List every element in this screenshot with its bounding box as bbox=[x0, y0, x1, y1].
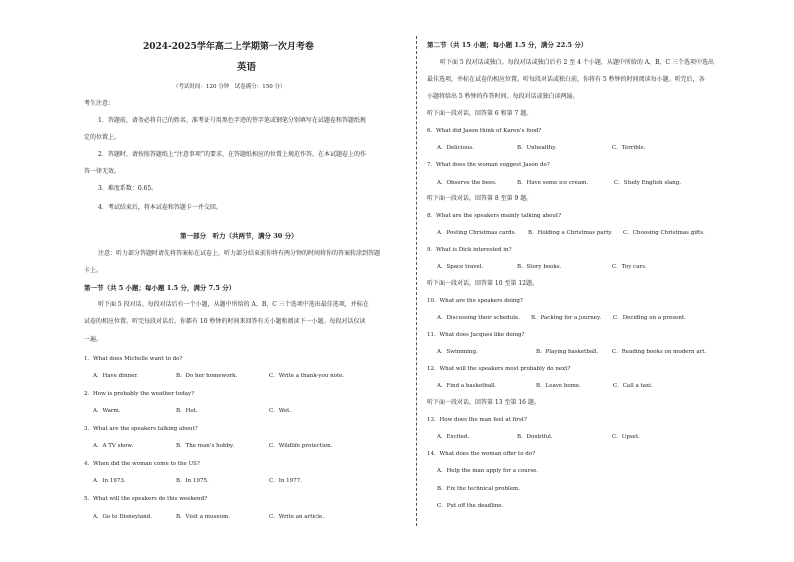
option-a[interactable]: A．Posting Christmas cards. bbox=[437, 230, 517, 236]
option-c[interactable]: C．Wet. bbox=[269, 408, 292, 414]
question: 13．How does the man feel at first? bbox=[427, 417, 527, 423]
option-a[interactable]: A．In 1973. bbox=[93, 478, 126, 484]
option-b[interactable]: B．Fix the technical problem. bbox=[437, 486, 520, 492]
option-c[interactable]: C．Upset. bbox=[612, 434, 640, 440]
notice-item: 定的位置上。 bbox=[84, 134, 121, 141]
question: 3．What are the speakers talking about? bbox=[84, 426, 198, 432]
question: 4．When did the woman come to the US? bbox=[84, 461, 200, 467]
option-c[interactable]: C．Choosing Christmas gifts. bbox=[623, 230, 705, 236]
section2-intro: 小题将给出 5 秒钟的作答时间。每段对话或独白读两遍。 bbox=[427, 93, 579, 100]
group-label: 听下面一段对话，回答第 6 和第 7 题。 bbox=[427, 110, 533, 117]
option-a[interactable]: A．Warm. bbox=[93, 408, 121, 414]
section1-intro: 一遍。 bbox=[84, 336, 103, 343]
part1-note: 注意：听力部分答题时请先将答案标在试卷上，听力部分结束前你将有两分钟的时间将你的答案转涂到答题 bbox=[98, 250, 381, 257]
option-c[interactable]: C．Put off the deadline. bbox=[437, 503, 504, 509]
option-b[interactable]: B．In 1975. bbox=[176, 478, 209, 484]
section2-intro: 最佳选项，并标在试卷的相应位置。听每段对话或独白前，你将有 5 秒钟的时间阅读每小题。听完后，各 bbox=[427, 76, 705, 83]
option-c[interactable]: C．Reading books on modern art. bbox=[612, 349, 707, 355]
option-b[interactable]: B．Do her homework. bbox=[176, 373, 238, 379]
option-c[interactable]: C．Write an article. bbox=[269, 514, 325, 520]
option-a[interactable]: A．Discussing their schedule. bbox=[437, 315, 520, 321]
notice-item: 2．答题时，请按照答题纸上“注意事项”的要求，在答题纸相应的位置上规范作答，在本试题卷上的作 bbox=[98, 151, 366, 158]
option-c[interactable]: C．Call a taxi. bbox=[613, 383, 653, 389]
option-b[interactable]: B．Leave home. bbox=[536, 383, 581, 389]
question: 14．What does the woman offer to do? bbox=[427, 451, 536, 457]
option-c[interactable]: C．Study English slang. bbox=[614, 180, 681, 186]
question: 12．What will the speakers most probably do next? bbox=[427, 366, 571, 372]
question: 7．What does the woman suggest Jason do? bbox=[427, 162, 550, 168]
notice-item: 答一律无效。 bbox=[84, 168, 121, 175]
question: 2．How is probably the weather today? bbox=[84, 391, 195, 397]
option-a[interactable]: A．Excited. bbox=[437, 434, 470, 440]
option-a[interactable]: A．Go to Disneyland. bbox=[93, 514, 152, 520]
option-a[interactable]: A．A TV show. bbox=[93, 443, 134, 449]
option-b[interactable]: B．The man’s hobby. bbox=[176, 443, 235, 449]
question: 11．What does Jacques like doing? bbox=[427, 332, 525, 338]
option-c[interactable]: C．Write a thank-you note. bbox=[269, 373, 345, 379]
option-b[interactable]: B．Holding a Christmas party. bbox=[528, 230, 613, 236]
option-b[interactable]: B．Packing for a journey. bbox=[531, 315, 602, 321]
question: 5．What will the speakers do this weekend? bbox=[84, 496, 208, 502]
question: 8．What are the speakers mainly talking about? bbox=[427, 213, 562, 219]
question: 6．What did Jason think of Karen’s food? bbox=[427, 128, 542, 134]
exam-info: （考试时间：120 分钟 试卷满分：150 分） bbox=[173, 84, 286, 90]
subject-title: 英语 bbox=[237, 62, 257, 73]
group-label: 听下面一段对话，回答第 10 至第 12题。 bbox=[427, 280, 538, 287]
option-c[interactable]: C．In 1977. bbox=[269, 478, 302, 484]
option-a[interactable]: A．Find a basketball. bbox=[437, 383, 497, 389]
part1-note: 卡上。 bbox=[84, 267, 103, 274]
option-b[interactable]: B．Visit a museum. bbox=[176, 514, 231, 520]
option-b[interactable]: B．Unhealthy. bbox=[517, 145, 557, 151]
option-a[interactable]: A．Have dinner. bbox=[93, 373, 139, 379]
option-a[interactable]: A．Swimming. bbox=[437, 349, 478, 355]
option-c[interactable]: C．Wildlife protection. bbox=[269, 443, 333, 449]
part1-heading: 第一部分 听力（共两节，满分 30 分） bbox=[180, 232, 298, 240]
page-title: 2024-2025学年高二上学期第一次月考卷 bbox=[143, 42, 314, 52]
option-b[interactable]: B．Hot. bbox=[176, 408, 198, 414]
option-b[interactable]: B．Playing basketball. bbox=[536, 349, 599, 355]
section1-intro: 试卷的相应位置。听完每段对话后，你都有 10 秒钟的时间来回答有关小题和阅读下一小题。每段对话仅读 bbox=[84, 318, 366, 325]
section1-heading: 第一节（共 5 小题；每小题 1.5 分，满分 7.5 分） bbox=[84, 284, 236, 292]
notice-heading: 考生注意： bbox=[84, 100, 115, 107]
option-a[interactable]: A．Delicious. bbox=[437, 145, 474, 151]
question: 9．What is Dick interested in? bbox=[427, 247, 512, 253]
option-c[interactable]: C．Deciding on a present. bbox=[613, 315, 686, 321]
group-label: 听下面一段对话，回答第 8 至第 9 题。 bbox=[427, 195, 533, 202]
question: 1．What does Michelle want to do? bbox=[84, 356, 183, 362]
option-b[interactable]: B．Story books. bbox=[517, 264, 562, 270]
notice-item: 3．难度系数：0.65。 bbox=[98, 185, 158, 192]
option-b[interactable]: B．Doubtful. bbox=[517, 434, 553, 440]
question: 10．What are the speakers doing? bbox=[427, 298, 523, 304]
option-a[interactable]: A．Observe the bees. bbox=[437, 180, 497, 186]
section1-intro: 听下面 5 段对话。每段对话后有一个小题，从题中所给的 A、B、C 三个选项中选出最佳选项，并标在 bbox=[98, 301, 369, 308]
group-label: 听下面一段对话，回答第 13 至第 16 题。 bbox=[427, 399, 540, 406]
option-a[interactable]: A．Space travel. bbox=[437, 264, 484, 270]
section2-intro: 听下面 5 段对话或独白。每段对话或独白后有 2 至 4 个小题，从题中所给的 A、B、C 三个选项中选出 bbox=[440, 59, 715, 66]
notice-item: 1．答题前，请务必将自己的姓名、准考证号用黑色字迹的签字笔或钢笔分别填写在试题卷和答题纸规 bbox=[98, 117, 366, 124]
option-c[interactable]: C．Toy cars. bbox=[612, 264, 647, 270]
section2-heading: 第二节（共 15 小题；每小题 1.5 分，满分 22.5 分） bbox=[427, 41, 588, 49]
notice-item: 4．考试结束后，将本试卷和答题卡一并交回。 bbox=[98, 204, 222, 211]
column-divider bbox=[416, 36, 417, 526]
option-a[interactable]: A．Help the man apply for a course. bbox=[437, 468, 539, 474]
option-c[interactable]: C．Terrible. bbox=[612, 145, 646, 151]
option-b[interactable]: B．Have some ice cream. bbox=[517, 180, 589, 186]
